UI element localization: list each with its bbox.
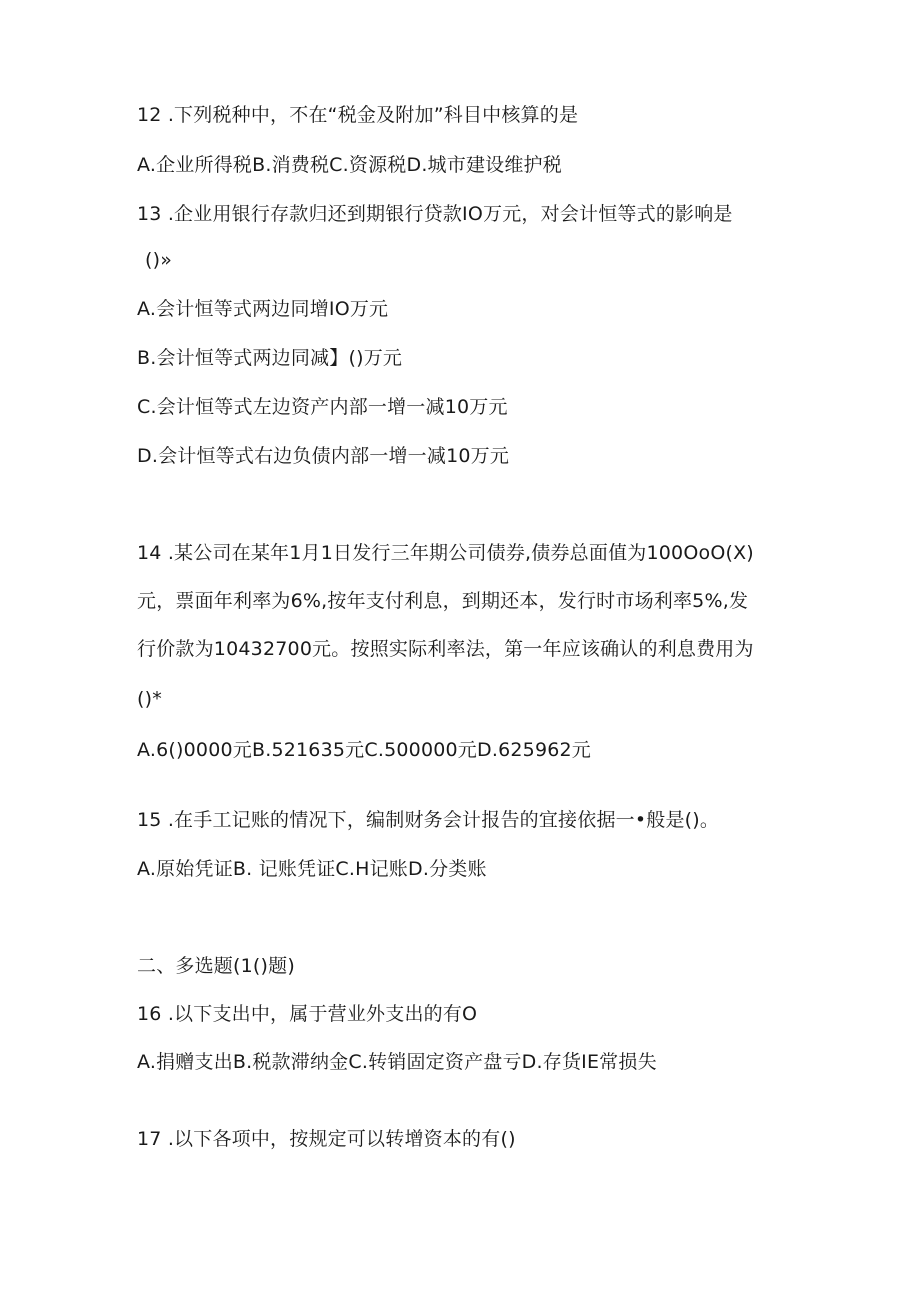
question-17-text: 17 .以下各项中，按规定可以转增资本的有(): [137, 1128, 516, 1150]
question-12-text: 12 .下列税种中，不在“税金及附加”科目中核算的是: [137, 104, 579, 126]
question-14-text-cont-1: 元，票面年利率为6%,按年支付利息，到期还本，发行时市场利率5%,发: [137, 590, 749, 612]
question-13-option-d: D.会计恒等式右边负债内部一增一减10万元: [137, 445, 510, 467]
question-13-option-c: C.会计恒等式左边资产内部一增一减10万元: [137, 396, 508, 418]
question-16-text: 16 .以下支出中，属于营业外支出的有O: [137, 1003, 478, 1025]
question-15-options: A.原始凭证B. 记账凭证C.H记账D.分类账: [137, 858, 487, 880]
question-16-options: A.捐赠支出B.税款滞纳金C.转销固定资产盘亏D.存货IE常损失: [137, 1051, 657, 1073]
question-14-text: 14 .某公司在某年1月1日发行三年期公司债券,债券总面值为100OoO(X): [137, 542, 754, 564]
question-14-text-cont-2: 行价款为10432700元。按照实际利率法，第一年应该确认的利息费用为: [137, 638, 754, 660]
question-15-text: 15 .在手工记账的情况下，编制财务会计报告的宜接依据一•般是()。: [137, 809, 720, 831]
question-13-option-b: B.会计恒等式两边同减】()万元: [137, 347, 403, 369]
question-12-options: A.企业所得税B.消费税C.资源税D.城市建设维护税: [137, 154, 562, 176]
question-13-text: 13 .企业用银行存款归还到期银行贷款IO万元，对会计恒等式的影响是: [137, 203, 733, 225]
section-heading: 二、多选题(1()题): [137, 955, 295, 977]
question-13-text-cont: ()»: [145, 249, 173, 271]
question-14-options: A.6()0000元B.521635元C.500000元D.625962元: [137, 739, 592, 761]
question-14-text-cont-3: ()*: [137, 688, 162, 710]
question-13-option-a: A.会计恒等式两边同增IO万元: [137, 298, 389, 320]
